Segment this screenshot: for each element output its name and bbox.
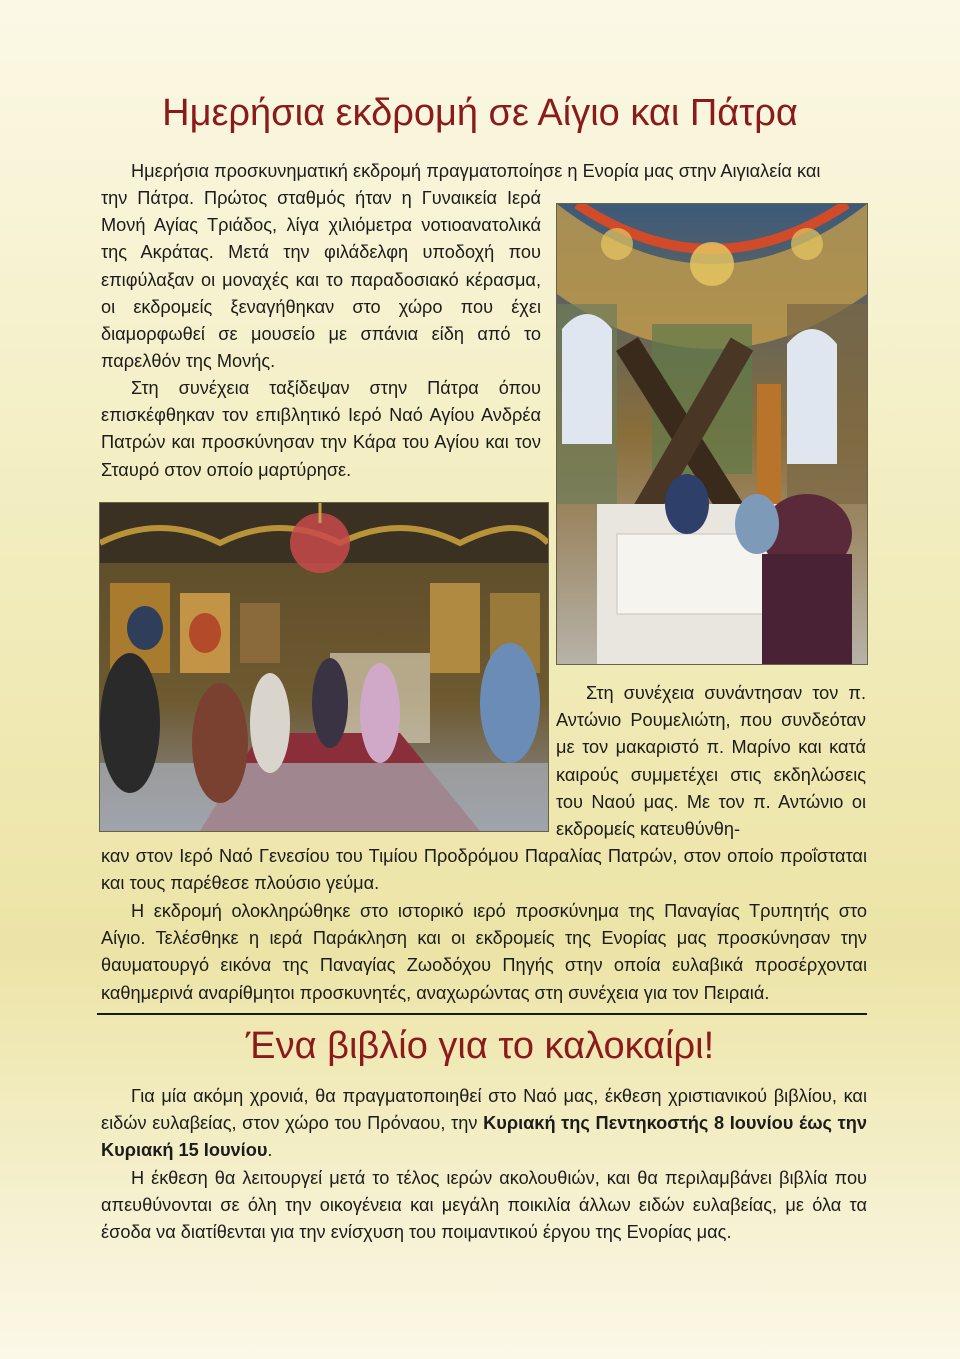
article-title-excursion: Ημερήσια εκδρομή σε Αίγιο και Πάτρα xyxy=(162,92,798,134)
paragraph-father-antonios-continued: καν στον Ιερό Ναό Γενεσίου του Τιμίου Προδρόμου Παραλίας Πατρών, στον οποίο προΐσταται και τους παρέθεσε πλούσιο γεύμα. xyxy=(101,846,867,894)
exhibition-dates: Κυριακή της Πεντηκοστής 8 Ιουνίου έως την Κυριακή 15 Ιουνίου xyxy=(101,1113,867,1161)
paragraph-father-antonios: Στη συνέχεια συνάντησαν τον π. Αντώνιο Ρουμελιώτη, που συνδεόταν με τον μακαριστό π. Μαρίνο και κατά καιρούς συμμετέχει στις εκδηλώσεις του Ναού μας. Με τον π. Αντώνιο οι εκδρομείς κατευθύνθη- xyxy=(556,683,866,840)
photo-saint-andrew-cross xyxy=(556,203,868,665)
section-divider xyxy=(97,1013,867,1015)
exhibition-text-end: . xyxy=(267,1140,273,1161)
photo-church-interior-iconostasis xyxy=(99,502,549,832)
paragraph-panagia-trypiti: Η εκδρομή ολοκληρώθηκε στο ιστορικό ιερό προσκύνημα της Παναγίας Τρυπητής στο Αίγιο. Τελέσθηκε η ιερά Παράκληση και οι εκδρομείς της Ενορίας μας προσκύνησαν την θαυματουργό εικόνα της Παναγίας Ζωοδόχου Πηγής στην οποία ευλαβικά προσέρχονται καθημερινά αναρίθμητοι προσκυνητές, αναχωρώντας στη συνέχεια για τον Πειραιά. xyxy=(101,901,867,1003)
paragraph-intro: την Πάτρα. Πρώτος σταθμός ήταν η Γυναικεία Ιερά Μονή Αγίας Τριάδος, λίγα χιλιόμετρα νοτιοανατολικά της Ακράτας. Μετά την φιλάδελφη υποδοχή που επιφύλαξαν οι μοναχές και το παραδοσιακό κέρασμα, οι εκδρομείς ξεναγήθηκαν στο χώρο που έχει διαμορφωθεί σε μουσείο με σπάνια είδη από το παρελθόν της Μονής. xyxy=(101,188,541,372)
article-title-summer-book: Ένα βιβλίο για το καλοκαίρι! xyxy=(245,1025,715,1067)
exhibition-text: Για μία ακόμη χρονιά, θα πραγματοποιηθεί στο Ναό μας, έκθεση χριστιανικού βιβλίου, και ειδών ευλαβείας, στον χώρο του Πρόναου, την xyxy=(101,1086,867,1134)
paragraph-exhibition-details: Η έκθεση θα λειτουργεί μετά το τέλος ιερών ακολουθιών, και θα περιλαμβάνει βιβλία που απευθύνονται σε όλη την οικογένεια και μεγάλη ποικιλία άλλων ειδών ευλαβείας, με όλα τα έσοδα να διατίθενται για την ενίσχυση του ποιμαντικού έργου της Ενορίας μας. xyxy=(101,1168,867,1243)
paragraph-patra-visit: Στη συνέχεια ταξίδεψαν στην Πάτρα όπου επισκέφθηκαν τον επιβλητικό Ιερό Ναό Αγίου Ανδρέα Πατρών και προσκύνησαν την Κάρα του Αγίου και τον Σταυρό στον οποίο μαρτύρησε. xyxy=(101,378,541,480)
paragraph-intro-line: Ημερήσια προσκυνηματική εκδρομή πραγματοποίησε η Ενορία μας στην Αιγιαλεία και xyxy=(131,161,821,181)
paragraph-book-exhibition xyxy=(101,1083,867,1165)
